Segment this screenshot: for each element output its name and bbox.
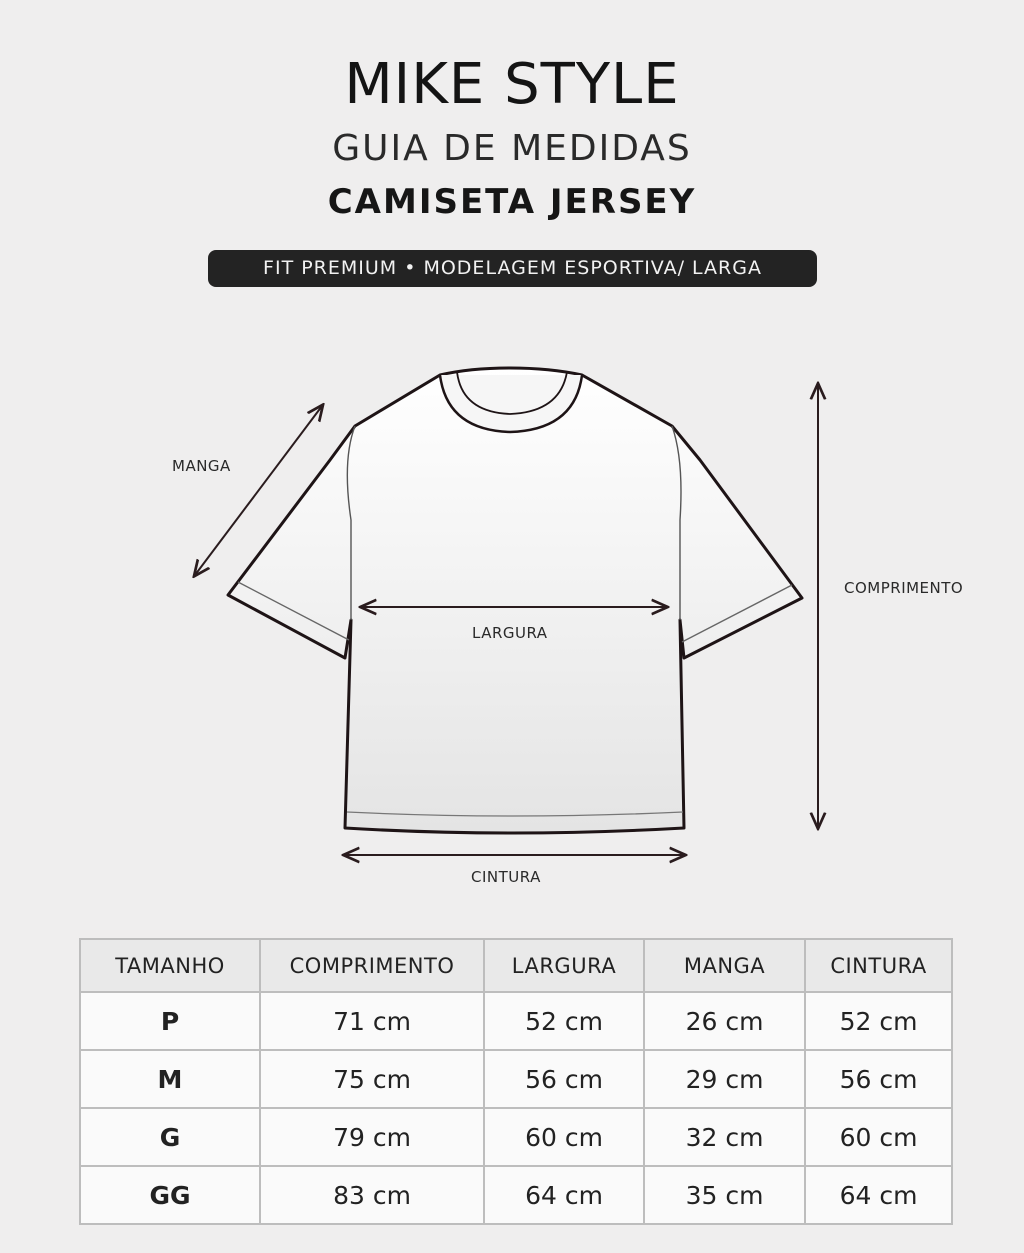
sleeve-cell: 35 cm: [644, 1166, 805, 1224]
size-cell: P: [80, 992, 260, 1050]
header-size: TAMANHO: [80, 939, 260, 992]
size-cell: G: [80, 1108, 260, 1166]
length-label: COMPRIMENTO: [844, 579, 964, 597]
width-cell: 60 cm: [484, 1108, 644, 1166]
guide-subtitle: GUIA DE MEDIDAS: [332, 128, 692, 169]
width-cell: 56 cm: [484, 1050, 644, 1108]
waist-label: CINTURA: [471, 868, 541, 886]
waist-cell: 52 cm: [805, 992, 952, 1050]
header-sleeve: MANGA: [644, 939, 805, 992]
length-cell: 75 cm: [260, 1050, 484, 1108]
tshirt-icon: [228, 368, 802, 833]
width-label: LARGURA: [472, 624, 548, 642]
table-row: [80, 1108, 952, 1166]
width-cell: 52 cm: [484, 992, 644, 1050]
header-width: LARGURA: [484, 939, 644, 992]
length-cell: 83 cm: [260, 1166, 484, 1224]
sleeve-label: MANGA: [172, 457, 231, 475]
sleeve-cell: 26 cm: [644, 992, 805, 1050]
length-cell: 79 cm: [260, 1108, 484, 1166]
sleeve-cell: 29 cm: [644, 1050, 805, 1108]
waist-cell: 56 cm: [805, 1050, 952, 1108]
width-cell: 64 cm: [484, 1166, 644, 1224]
brand-title: MIKE STYLE: [344, 52, 680, 117]
table-row: [80, 992, 952, 1050]
sleeve-cell: 32 cm: [644, 1108, 805, 1166]
waist-cell: 64 cm: [805, 1166, 952, 1224]
table-row: [80, 1050, 952, 1108]
size-cell: GG: [80, 1166, 260, 1224]
size-cell: M: [80, 1050, 260, 1108]
size-table: [79, 938, 953, 1225]
table-row: [80, 1166, 952, 1224]
length-cell: 71 cm: [260, 992, 484, 1050]
fit-badge: FIT PREMIUM • MODELAGEM ESPORTIVA/ LARGA: [208, 250, 817, 287]
table-header-row: [80, 939, 952, 992]
waist-cell: 60 cm: [805, 1108, 952, 1166]
header-length: COMPRIMENTO: [260, 939, 484, 992]
product-title: CAMISETA JERSEY: [327, 182, 697, 222]
header-waist: CINTURA: [805, 939, 952, 992]
